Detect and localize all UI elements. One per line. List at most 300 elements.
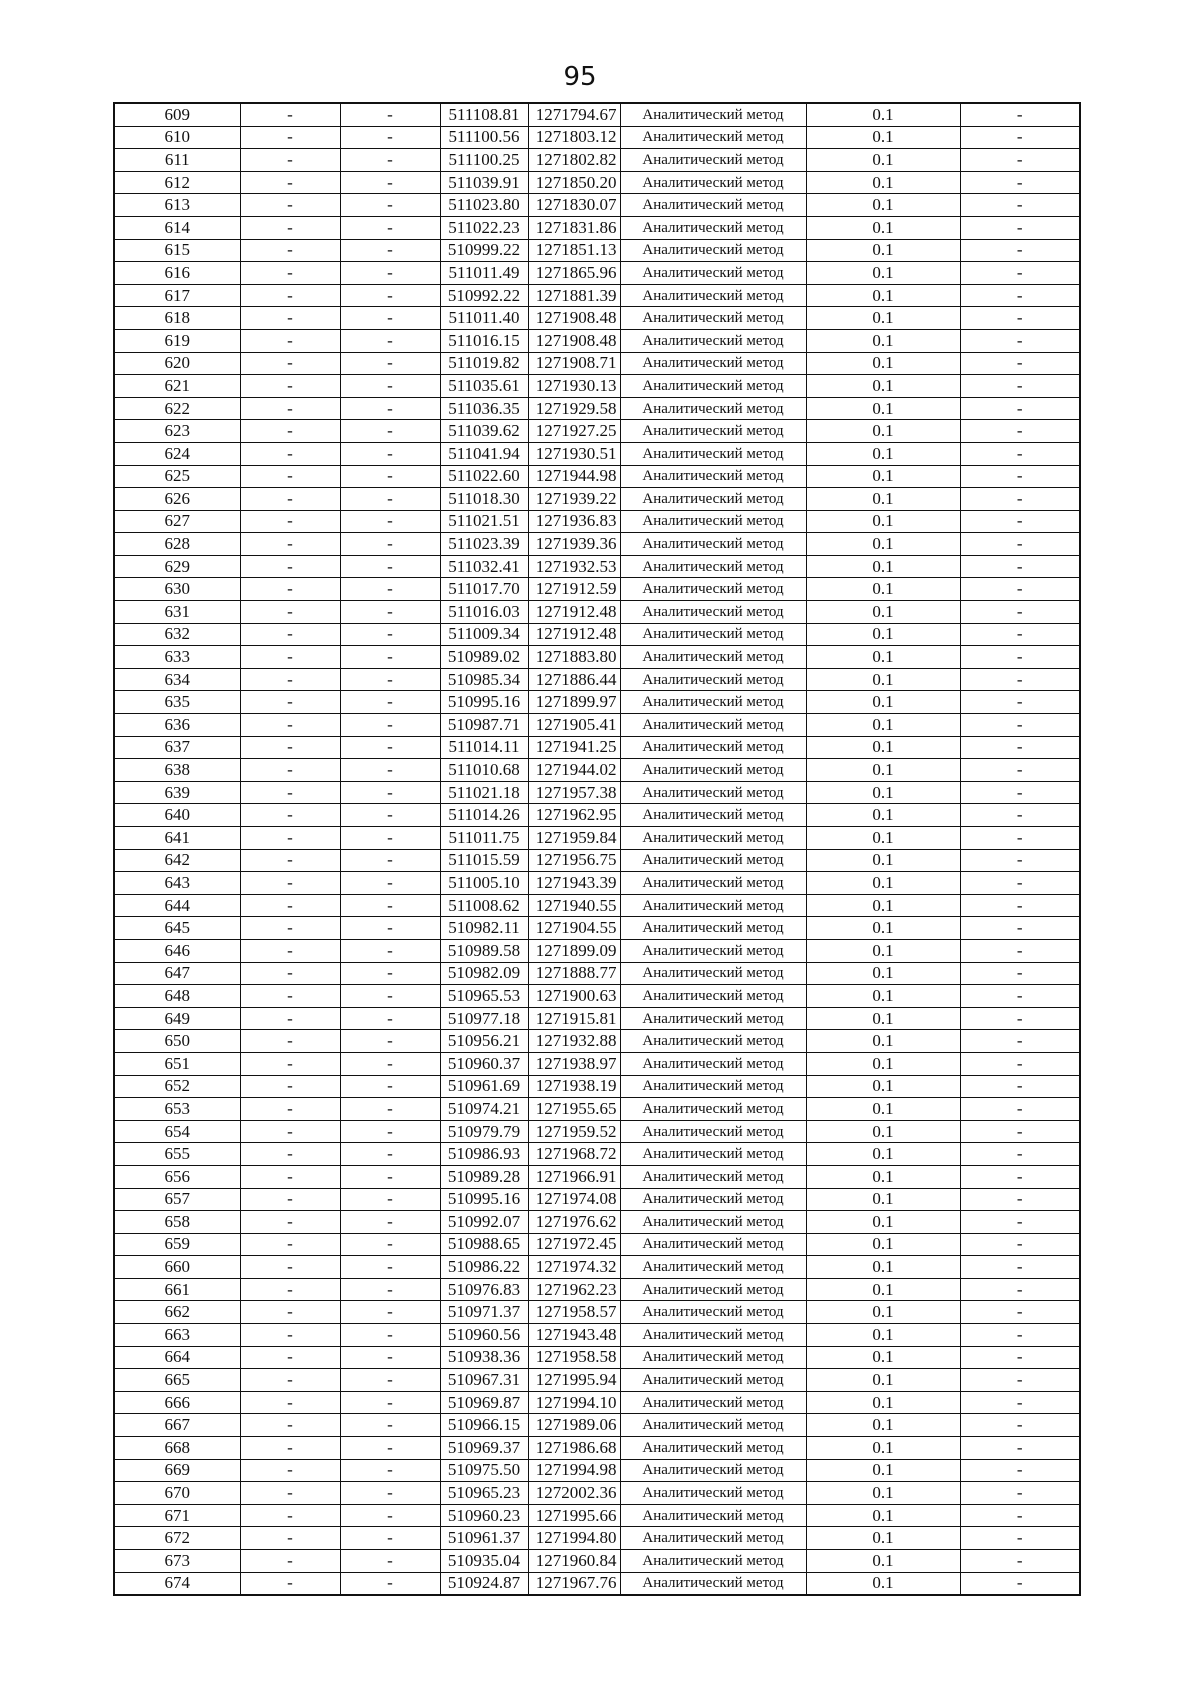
method-cell: Аналитический метод — [620, 533, 806, 556]
method-cell: Аналитический метод — [620, 465, 806, 488]
description-cell: - — [960, 397, 1080, 420]
method-cell: Аналитический метод — [620, 1550, 806, 1573]
old-x-cell: - — [240, 555, 340, 578]
y-coordinate-cell: 1271883.80 — [528, 646, 620, 669]
accuracy-cell: 0.1 — [806, 510, 960, 533]
y-coordinate-cell: 1271960.84 — [528, 1550, 620, 1573]
accuracy-cell: 0.1 — [806, 578, 960, 601]
old-y-cell: - — [340, 714, 440, 737]
description-cell: - — [960, 1120, 1080, 1143]
old-y-cell: - — [340, 1414, 440, 1437]
accuracy-cell: 0.1 — [806, 1482, 960, 1505]
accuracy-cell: 0.1 — [806, 375, 960, 398]
x-coordinate-cell: 511023.39 — [440, 533, 528, 556]
accuracy-cell: 0.1 — [806, 962, 960, 985]
y-coordinate-cell: 1271865.96 — [528, 262, 620, 285]
y-coordinate-cell: 1271900.63 — [528, 985, 620, 1008]
table-row — [114, 1120, 1080, 1143]
point-number-cell: 643 — [114, 872, 240, 895]
y-coordinate-cell: 1271956.75 — [528, 849, 620, 872]
table-row — [114, 103, 1080, 126]
table-row — [114, 194, 1080, 217]
accuracy-cell: 0.1 — [806, 917, 960, 940]
y-coordinate-cell: 1272002.36 — [528, 1482, 620, 1505]
description-cell: - — [960, 1459, 1080, 1482]
old-y-cell: - — [340, 894, 440, 917]
old-y-cell: - — [340, 1211, 440, 1234]
y-coordinate-cell: 1271930.13 — [528, 375, 620, 398]
description-cell: - — [960, 1324, 1080, 1347]
accuracy-cell: 0.1 — [806, 1120, 960, 1143]
x-coordinate-cell: 510971.37 — [440, 1301, 528, 1324]
description-cell: - — [960, 872, 1080, 895]
description-cell: - — [960, 171, 1080, 194]
old-y-cell: - — [340, 375, 440, 398]
description-cell: - — [960, 781, 1080, 804]
accuracy-cell: 0.1 — [806, 1256, 960, 1279]
method-cell: Аналитический метод — [620, 307, 806, 330]
accuracy-cell: 0.1 — [806, 1369, 960, 1392]
old-x-cell: - — [240, 939, 340, 962]
method-cell: Аналитический метод — [620, 962, 806, 985]
accuracy-cell: 0.1 — [806, 1007, 960, 1030]
old-y-cell: - — [340, 1098, 440, 1121]
method-cell: Аналитический метод — [620, 1030, 806, 1053]
method-cell: Аналитический метод — [620, 1165, 806, 1188]
x-coordinate-cell: 511019.82 — [440, 352, 528, 375]
description-cell: - — [960, 962, 1080, 985]
old-y-cell: - — [340, 1301, 440, 1324]
description-cell: - — [960, 488, 1080, 511]
old-x-cell: - — [240, 149, 340, 172]
method-cell: Аналитический метод — [620, 759, 806, 782]
point-number-cell: 634 — [114, 668, 240, 691]
table-row — [114, 307, 1080, 330]
method-cell: Аналитический метод — [620, 1414, 806, 1437]
accuracy-cell: 0.1 — [806, 1459, 960, 1482]
table-row — [114, 1165, 1080, 1188]
method-cell: Аналитический метод — [620, 1278, 806, 1301]
accuracy-cell: 0.1 — [806, 985, 960, 1008]
table-row — [114, 804, 1080, 827]
accuracy-cell: 0.1 — [806, 1052, 960, 1075]
x-coordinate-cell: 511010.68 — [440, 759, 528, 782]
accuracy-cell: 0.1 — [806, 1165, 960, 1188]
accuracy-cell: 0.1 — [806, 759, 960, 782]
point-number-cell: 637 — [114, 736, 240, 759]
old-y-cell: - — [340, 759, 440, 782]
table-row — [114, 442, 1080, 465]
old-y-cell: - — [340, 1482, 440, 1505]
old-y-cell: - — [340, 510, 440, 533]
description-cell: - — [960, 533, 1080, 556]
accuracy-cell: 0.1 — [806, 691, 960, 714]
x-coordinate-cell: 510956.21 — [440, 1030, 528, 1053]
method-cell: Аналитический метод — [620, 194, 806, 217]
method-cell: Аналитический метод — [620, 781, 806, 804]
point-number-cell: 661 — [114, 1278, 240, 1301]
accuracy-cell: 0.1 — [806, 1391, 960, 1414]
point-number-cell: 613 — [114, 194, 240, 217]
table-row — [114, 533, 1080, 556]
description-cell: - — [960, 691, 1080, 714]
table-row — [114, 510, 1080, 533]
y-coordinate-cell: 1271932.53 — [528, 555, 620, 578]
method-cell: Аналитический метод — [620, 714, 806, 737]
x-coordinate-cell: 510935.04 — [440, 1550, 528, 1573]
table-row — [114, 759, 1080, 782]
y-coordinate-cell: 1271994.10 — [528, 1391, 620, 1414]
description-cell: - — [960, 1482, 1080, 1505]
description-cell: - — [960, 1278, 1080, 1301]
description-cell: - — [960, 375, 1080, 398]
old-y-cell: - — [340, 1504, 440, 1527]
y-coordinate-cell: 1271974.32 — [528, 1256, 620, 1279]
table-row — [114, 216, 1080, 239]
point-number-cell: 666 — [114, 1391, 240, 1414]
x-coordinate-cell: 510974.21 — [440, 1098, 528, 1121]
table-row — [114, 985, 1080, 1008]
table-row — [114, 1301, 1080, 1324]
old-y-cell: - — [340, 962, 440, 985]
table-row — [114, 578, 1080, 601]
point-number-cell: 649 — [114, 1007, 240, 1030]
y-coordinate-cell: 1271994.98 — [528, 1459, 620, 1482]
x-coordinate-cell: 510969.37 — [440, 1437, 528, 1460]
accuracy-cell: 0.1 — [806, 533, 960, 556]
x-coordinate-cell: 511032.41 — [440, 555, 528, 578]
x-coordinate-cell: 510975.50 — [440, 1459, 528, 1482]
point-number-cell: 630 — [114, 578, 240, 601]
accuracy-cell: 0.1 — [806, 1233, 960, 1256]
accuracy-cell: 0.1 — [806, 442, 960, 465]
table-row — [114, 646, 1080, 669]
table-row — [114, 149, 1080, 172]
method-cell: Аналитический метод — [620, 1256, 806, 1279]
old-x-cell: - — [240, 668, 340, 691]
accuracy-cell: 0.1 — [806, 352, 960, 375]
point-number-cell: 640 — [114, 804, 240, 827]
accuracy-cell: 0.1 — [806, 849, 960, 872]
accuracy-cell: 0.1 — [806, 646, 960, 669]
table-row — [114, 736, 1080, 759]
table-row — [114, 1437, 1080, 1460]
y-coordinate-cell: 1271930.51 — [528, 442, 620, 465]
method-cell: Аналитический метод — [620, 1346, 806, 1369]
method-cell: Аналитический метод — [620, 691, 806, 714]
old-y-cell: - — [340, 1233, 440, 1256]
y-coordinate-cell: 1271908.48 — [528, 329, 620, 352]
x-coordinate-cell: 510960.56 — [440, 1324, 528, 1347]
old-y-cell: - — [340, 1075, 440, 1098]
point-number-cell: 671 — [114, 1504, 240, 1527]
old-y-cell: - — [340, 1391, 440, 1414]
description-cell: - — [960, 1301, 1080, 1324]
method-cell: Аналитический метод — [620, 1143, 806, 1166]
old-y-cell: - — [340, 1572, 440, 1595]
x-coordinate-cell: 511036.35 — [440, 397, 528, 420]
y-coordinate-cell: 1271831.86 — [528, 216, 620, 239]
old-x-cell: - — [240, 1211, 340, 1234]
table-row — [114, 939, 1080, 962]
table-row — [114, 872, 1080, 895]
method-cell: Аналитический метод — [620, 894, 806, 917]
x-coordinate-cell: 510979.79 — [440, 1120, 528, 1143]
description-cell: - — [960, 623, 1080, 646]
old-x-cell: - — [240, 1437, 340, 1460]
table-row — [114, 1188, 1080, 1211]
table-row — [114, 1324, 1080, 1347]
table-row — [114, 1482, 1080, 1505]
point-number-cell: 672 — [114, 1527, 240, 1550]
accuracy-cell: 0.1 — [806, 307, 960, 330]
description-cell: - — [960, 894, 1080, 917]
method-cell: Аналитический метод — [620, 352, 806, 375]
old-y-cell: - — [340, 352, 440, 375]
old-y-cell: - — [340, 623, 440, 646]
method-cell: Аналитический метод — [620, 1572, 806, 1595]
accuracy-cell: 0.1 — [806, 1211, 960, 1234]
description-cell: - — [960, 352, 1080, 375]
description-cell: - — [960, 1007, 1080, 1030]
table-row — [114, 623, 1080, 646]
x-coordinate-cell: 511017.70 — [440, 578, 528, 601]
method-cell: Аналитический метод — [620, 510, 806, 533]
description-cell: - — [960, 578, 1080, 601]
point-number-cell: 646 — [114, 939, 240, 962]
method-cell: Аналитический метод — [620, 284, 806, 307]
old-x-cell: - — [240, 736, 340, 759]
y-coordinate-cell: 1271939.22 — [528, 488, 620, 511]
point-number-cell: 667 — [114, 1414, 240, 1437]
old-y-cell: - — [340, 1052, 440, 1075]
old-x-cell: - — [240, 352, 340, 375]
old-x-cell: - — [240, 1165, 340, 1188]
description-cell: - — [960, 827, 1080, 850]
x-coordinate-cell: 510999.22 — [440, 239, 528, 262]
old-y-cell: - — [340, 103, 440, 126]
old-x-cell: - — [240, 103, 340, 126]
y-coordinate-cell: 1271972.45 — [528, 1233, 620, 1256]
old-x-cell: - — [240, 1301, 340, 1324]
description-cell: - — [960, 465, 1080, 488]
point-number-cell: 656 — [114, 1165, 240, 1188]
old-y-cell: - — [340, 194, 440, 217]
y-coordinate-cell: 1271974.08 — [528, 1188, 620, 1211]
method-cell: Аналитический метод — [620, 1437, 806, 1460]
y-coordinate-cell: 1271962.95 — [528, 804, 620, 827]
old-y-cell: - — [340, 781, 440, 804]
y-coordinate-cell: 1271989.06 — [528, 1414, 620, 1437]
accuracy-cell: 0.1 — [806, 1414, 960, 1437]
point-number-cell: 611 — [114, 149, 240, 172]
table-row — [114, 239, 1080, 262]
y-coordinate-cell: 1271927.25 — [528, 420, 620, 443]
old-y-cell: - — [340, 1278, 440, 1301]
method-cell: Аналитический метод — [620, 578, 806, 601]
description-cell: - — [960, 1437, 1080, 1460]
old-x-cell: - — [240, 1233, 340, 1256]
description-cell: - — [960, 849, 1080, 872]
accuracy-cell: 0.1 — [806, 149, 960, 172]
old-y-cell: - — [340, 420, 440, 443]
old-x-cell: - — [240, 646, 340, 669]
point-number-cell: 632 — [114, 623, 240, 646]
table-row — [114, 465, 1080, 488]
old-y-cell: - — [340, 216, 440, 239]
method-cell: Аналитический метод — [620, 849, 806, 872]
old-x-cell: - — [240, 872, 340, 895]
point-number-cell: 620 — [114, 352, 240, 375]
y-coordinate-cell: 1271899.97 — [528, 691, 620, 714]
description-cell: - — [960, 555, 1080, 578]
y-coordinate-cell: 1271912.59 — [528, 578, 620, 601]
method-cell: Аналитический метод — [620, 397, 806, 420]
description-cell: - — [960, 216, 1080, 239]
y-coordinate-cell: 1271958.57 — [528, 1301, 620, 1324]
accuracy-cell: 0.1 — [806, 262, 960, 285]
y-coordinate-cell: 1271912.48 — [528, 623, 620, 646]
x-coordinate-cell: 511018.30 — [440, 488, 528, 511]
description-cell: - — [960, 149, 1080, 172]
y-coordinate-cell: 1271932.88 — [528, 1030, 620, 1053]
table-row — [114, 1075, 1080, 1098]
old-y-cell: - — [340, 149, 440, 172]
old-y-cell: - — [340, 1256, 440, 1279]
y-coordinate-cell: 1271986.68 — [528, 1437, 620, 1460]
description-cell: - — [960, 329, 1080, 352]
method-cell: Аналитический метод — [620, 420, 806, 443]
table-row — [114, 1414, 1080, 1437]
method-cell: Аналитический метод — [620, 1098, 806, 1121]
accuracy-cell: 0.1 — [806, 397, 960, 420]
old-x-cell: - — [240, 510, 340, 533]
old-y-cell: - — [340, 736, 440, 759]
table-row — [114, 1572, 1080, 1595]
old-y-cell: - — [340, 262, 440, 285]
old-x-cell: - — [240, 714, 340, 737]
old-x-cell: - — [240, 1391, 340, 1414]
old-x-cell: - — [240, 1143, 340, 1166]
point-number-cell: 655 — [114, 1143, 240, 1166]
old-x-cell: - — [240, 804, 340, 827]
old-x-cell: - — [240, 1098, 340, 1121]
old-x-cell: - — [240, 917, 340, 940]
point-number-cell: 663 — [114, 1324, 240, 1347]
x-coordinate-cell: 511108.81 — [440, 103, 528, 126]
old-x-cell: - — [240, 397, 340, 420]
method-cell: Аналитический метод — [620, 171, 806, 194]
old-y-cell: - — [340, 1165, 440, 1188]
accuracy-cell: 0.1 — [806, 668, 960, 691]
table-row — [114, 1346, 1080, 1369]
y-coordinate-cell: 1271851.13 — [528, 239, 620, 262]
y-coordinate-cell: 1271943.48 — [528, 1324, 620, 1347]
table-row — [114, 126, 1080, 149]
old-y-cell: - — [340, 1346, 440, 1369]
method-cell: Аналитический метод — [620, 1188, 806, 1211]
x-coordinate-cell: 511008.62 — [440, 894, 528, 917]
table-row — [114, 1007, 1080, 1030]
x-coordinate-cell: 510992.22 — [440, 284, 528, 307]
description-cell: - — [960, 714, 1080, 737]
point-number-cell: 670 — [114, 1482, 240, 1505]
old-y-cell: - — [340, 872, 440, 895]
method-cell: Аналитический метод — [620, 216, 806, 239]
table-row — [114, 894, 1080, 917]
method-cell: Аналитический метод — [620, 126, 806, 149]
table-row — [114, 781, 1080, 804]
accuracy-cell: 0.1 — [806, 126, 960, 149]
accuracy-cell: 0.1 — [806, 488, 960, 511]
y-coordinate-cell: 1271944.02 — [528, 759, 620, 782]
x-coordinate-cell: 510987.71 — [440, 714, 528, 737]
x-coordinate-cell: 511023.80 — [440, 194, 528, 217]
x-coordinate-cell: 511011.40 — [440, 307, 528, 330]
method-cell: Аналитический метод — [620, 1301, 806, 1324]
point-number-cell: 641 — [114, 827, 240, 850]
point-number-cell: 622 — [114, 397, 240, 420]
old-x-cell: - — [240, 239, 340, 262]
y-coordinate-cell: 1271957.38 — [528, 781, 620, 804]
old-x-cell: - — [240, 1256, 340, 1279]
method-cell: Аналитический метод — [620, 827, 806, 850]
table-row — [114, 329, 1080, 352]
old-y-cell: - — [340, 691, 440, 714]
accuracy-cell: 0.1 — [806, 601, 960, 624]
table-row — [114, 1527, 1080, 1550]
y-coordinate-cell: 1271905.41 — [528, 714, 620, 737]
old-x-cell: - — [240, 985, 340, 1008]
description-cell: - — [960, 1527, 1080, 1550]
method-cell: Аналитический метод — [620, 985, 806, 1008]
old-y-cell: - — [340, 555, 440, 578]
description-cell: - — [960, 307, 1080, 330]
old-y-cell: - — [340, 1188, 440, 1211]
y-coordinate-cell: 1271995.94 — [528, 1369, 620, 1392]
old-y-cell: - — [340, 488, 440, 511]
table-row — [114, 601, 1080, 624]
method-cell: Аналитический метод — [620, 1459, 806, 1482]
method-cell: Аналитический метод — [620, 1233, 806, 1256]
description-cell: - — [960, 1414, 1080, 1437]
point-number-cell: 651 — [114, 1052, 240, 1075]
page-number: 95 — [563, 62, 597, 92]
method-cell: Аналитический метод — [620, 1482, 806, 1505]
accuracy-cell: 0.1 — [806, 1324, 960, 1347]
method-cell: Аналитический метод — [620, 736, 806, 759]
table-row — [114, 1143, 1080, 1166]
old-y-cell: - — [340, 578, 440, 601]
x-coordinate-cell: 510960.37 — [440, 1052, 528, 1075]
old-x-cell: - — [240, 171, 340, 194]
old-x-cell: - — [240, 442, 340, 465]
point-number-cell: 631 — [114, 601, 240, 624]
method-cell: Аналитический метод — [620, 442, 806, 465]
accuracy-cell: 0.1 — [806, 1075, 960, 1098]
old-y-cell: - — [340, 1030, 440, 1053]
description-cell: - — [960, 985, 1080, 1008]
point-number-cell: 669 — [114, 1459, 240, 1482]
point-number-cell: 665 — [114, 1369, 240, 1392]
description-cell: - — [960, 239, 1080, 262]
accuracy-cell: 0.1 — [806, 555, 960, 578]
table-row — [114, 849, 1080, 872]
table-row — [114, 171, 1080, 194]
method-cell: Аналитический метод — [620, 1075, 806, 1098]
y-coordinate-cell: 1271850.20 — [528, 171, 620, 194]
y-coordinate-cell: 1271936.83 — [528, 510, 620, 533]
